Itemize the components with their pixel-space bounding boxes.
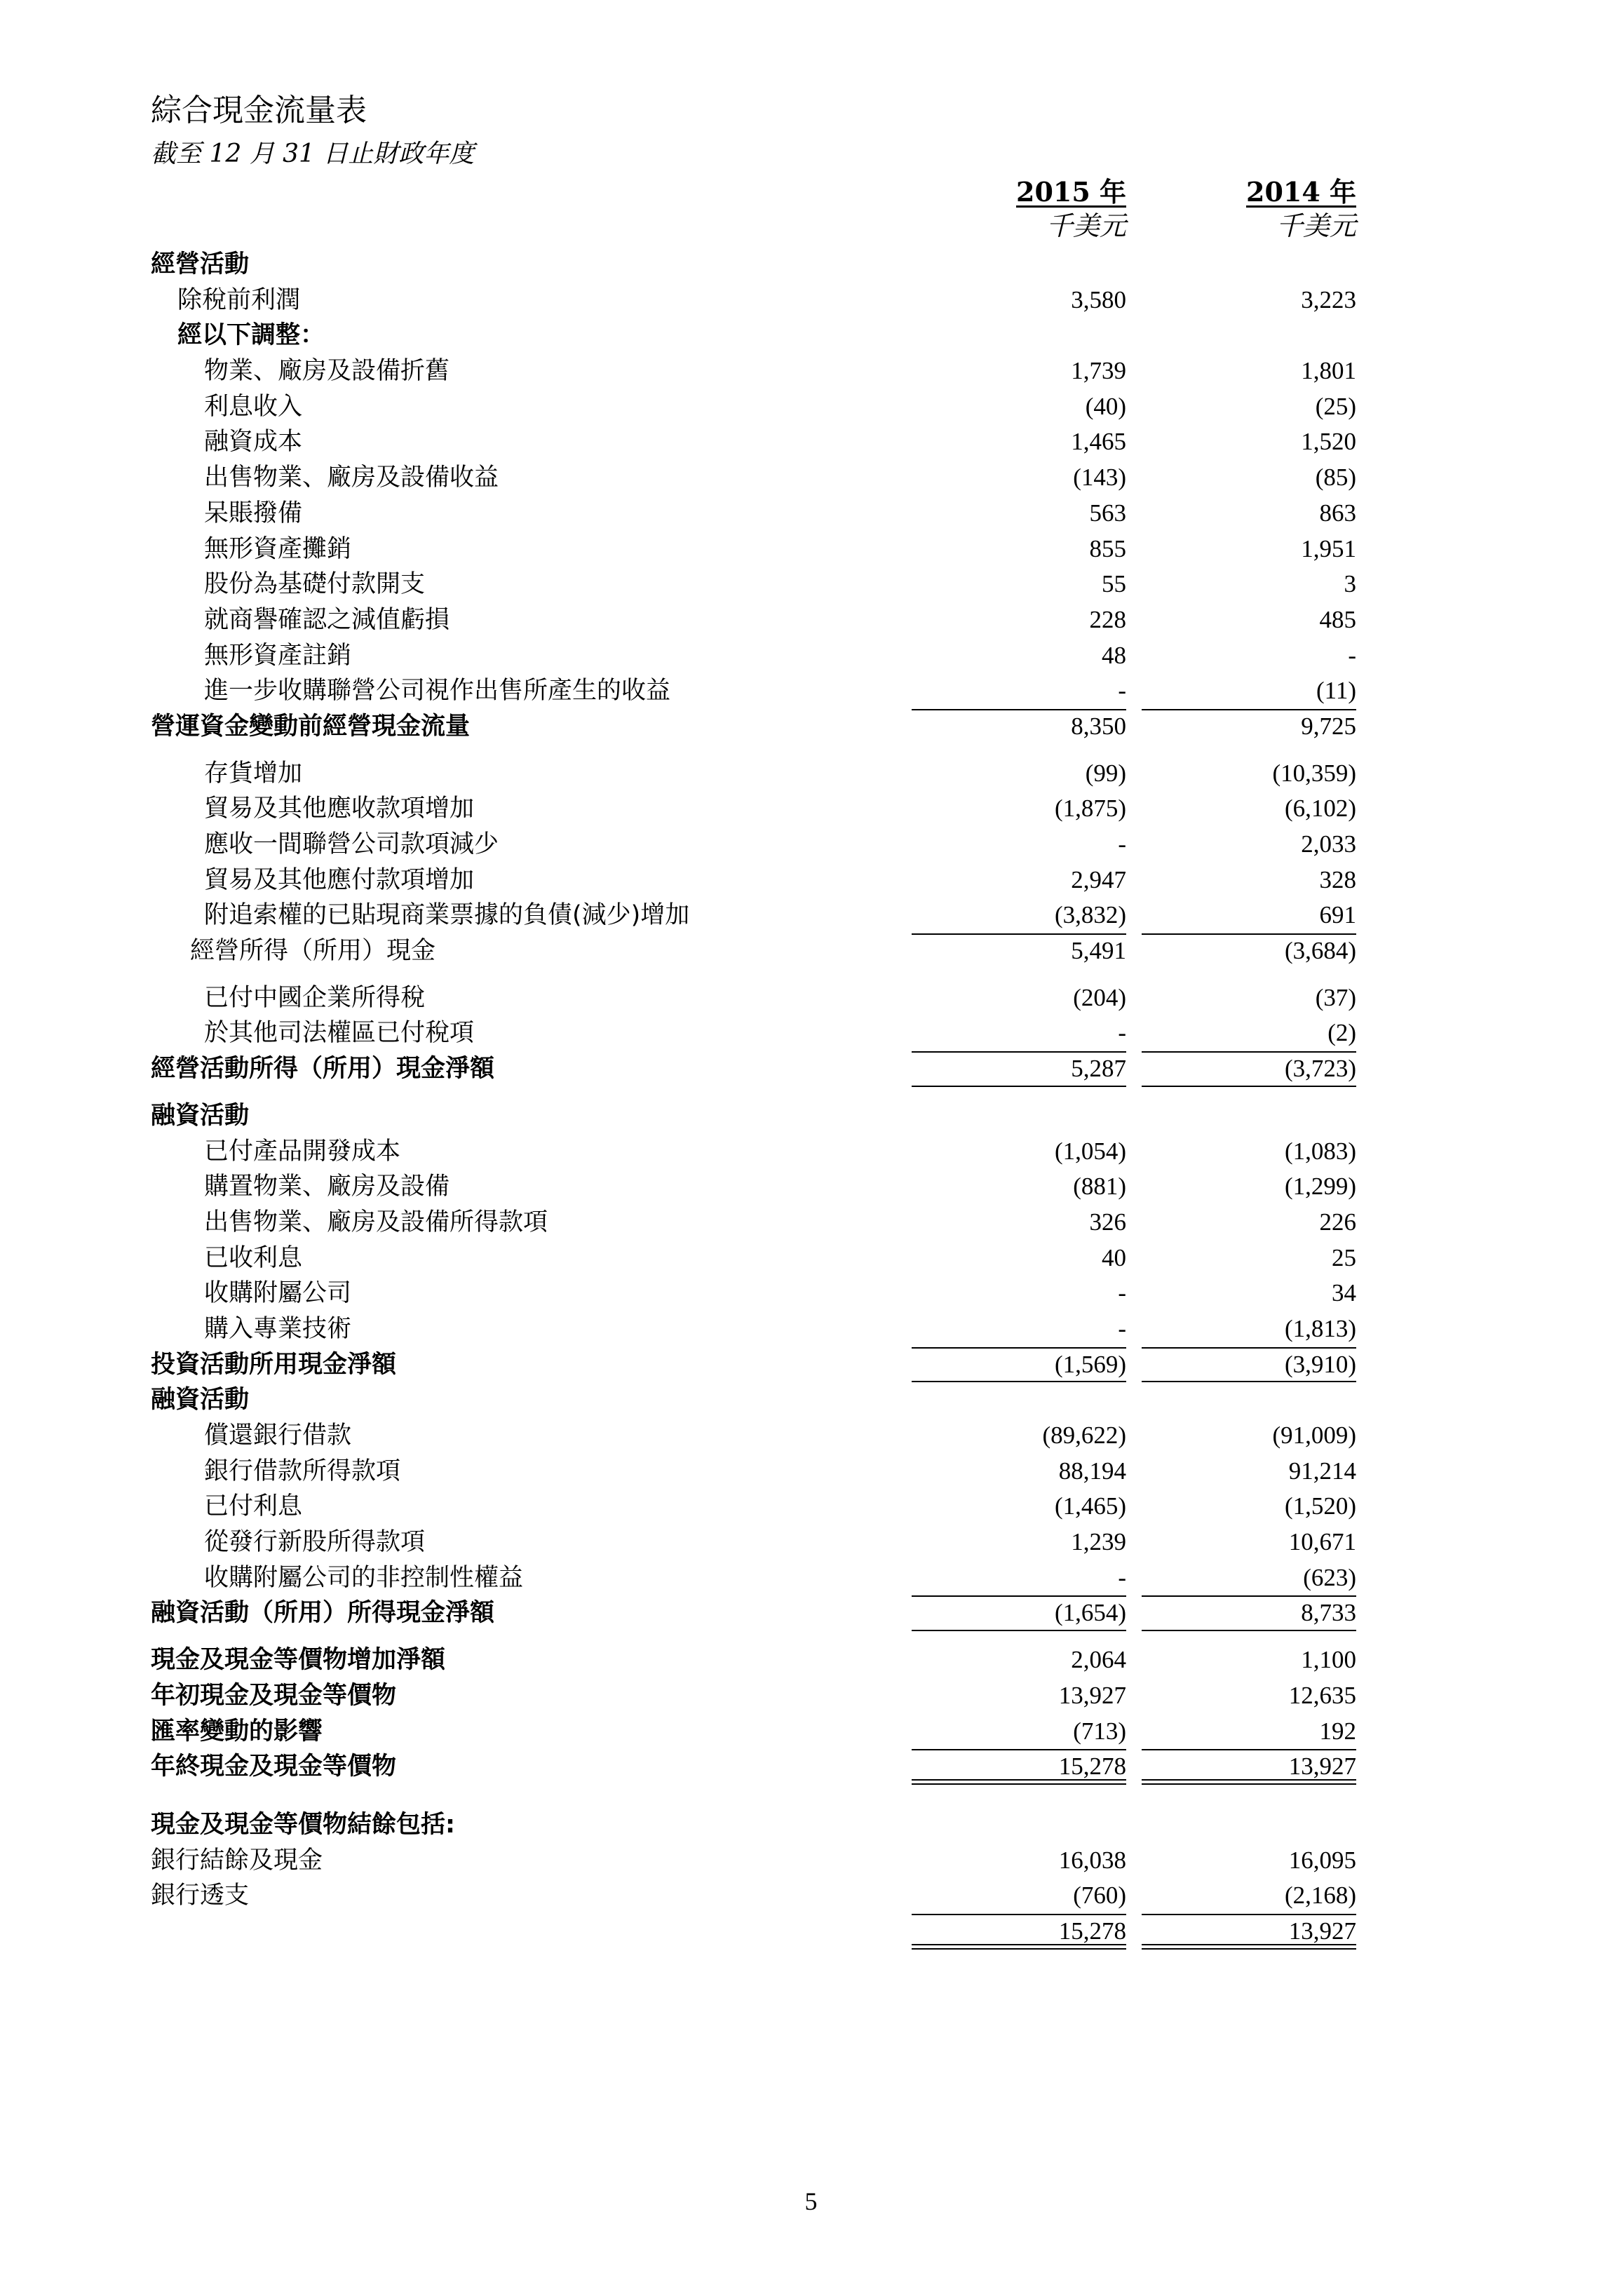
column-unit: 千美元 — [1046, 210, 1126, 241]
value-2014: 226 — [1319, 1208, 1356, 1236]
value-2015: 326 — [1089, 1208, 1126, 1236]
value-2015: (1,054) — [1054, 1137, 1126, 1165]
table-row — [151, 673, 1371, 709]
table-row — [151, 863, 1371, 898]
table-row — [151, 424, 1371, 460]
row-label: 購置物業、廠房及設備 — [204, 1173, 450, 1201]
value-2014: 485 — [1319, 605, 1356, 633]
table-row — [151, 1205, 1371, 1241]
value-2015: - — [1118, 1563, 1126, 1591]
value-2014: 328 — [1319, 865, 1356, 893]
table-row — [151, 1595, 1371, 1631]
table-row — [151, 496, 1371, 532]
row-label: 現金及現金等價物增加淨額 — [151, 1646, 446, 1675]
value-2015: 1,465 — [1071, 428, 1126, 456]
value-2014: 13,927 — [1288, 1753, 1356, 1781]
row-label: 應收一間聯營公司款項減少 — [204, 830, 499, 858]
table-row — [151, 602, 1371, 638]
value-2014: 13,927 — [1288, 1917, 1356, 1945]
value-2015: 228 — [1089, 605, 1126, 633]
row-label: 融資活動 — [151, 1386, 250, 1414]
row-label: 呆賬撥備 — [204, 499, 303, 527]
value-2014: 2,033 — [1301, 830, 1356, 858]
rule-line — [1142, 933, 1356, 935]
rule-line — [912, 1630, 1126, 1631]
rule-line — [912, 933, 1126, 935]
row-spacer — [151, 745, 1371, 756]
value-2015: (204) — [1073, 983, 1126, 1011]
row-label: 收購附屬公司 — [204, 1279, 352, 1308]
cash-flow-table — [151, 247, 1371, 1950]
value-2014: 192 — [1319, 1717, 1356, 1745]
table-row — [151, 1914, 1371, 1950]
page-number: 5 — [804, 2187, 818, 2215]
row-spacer — [151, 1796, 1371, 1807]
value-2014: (91,009) — [1272, 1422, 1356, 1449]
row-label: 出售物業、廠房及設備收益 — [204, 464, 499, 492]
value-2014: (85) — [1315, 464, 1356, 492]
value-2015: 15,278 — [1058, 1753, 1126, 1781]
table-row — [151, 1051, 1371, 1087]
table-row — [151, 1878, 1371, 1914]
table-row — [151, 1311, 1371, 1347]
value-2014: (3,723) — [1284, 1055, 1356, 1083]
value-2015: 1,239 — [1071, 1528, 1126, 1556]
rule-line — [1142, 1051, 1356, 1053]
value-2015: (881) — [1073, 1173, 1126, 1201]
row-spacer — [151, 1087, 1371, 1098]
table-row — [151, 1382, 1371, 1418]
table-row — [151, 1347, 1371, 1383]
table-row — [151, 389, 1371, 425]
value-2014: 16,095 — [1288, 1846, 1356, 1874]
row-label: 無形資產攤銷 — [204, 534, 352, 563]
value-2014: (2) — [1327, 1019, 1356, 1047]
value-2014: 8,733 — [1301, 1599, 1356, 1627]
table-row — [151, 1134, 1371, 1170]
row-label: 營運資金變動前經營現金流量 — [151, 712, 471, 741]
row-spacer — [151, 1785, 1371, 1796]
row-label: 償還銀行借款 — [204, 1422, 352, 1450]
value-2015: 15,278 — [1058, 1917, 1126, 1945]
value-2015: 48 — [1102, 641, 1126, 669]
value-2014: 1,520 — [1301, 428, 1356, 456]
double-rule-line — [1142, 1779, 1356, 1785]
column-header-2015 — [912, 175, 1126, 243]
row-label: 存貨增加 — [204, 759, 303, 788]
table-row — [151, 353, 1371, 389]
value-2014: 91,214 — [1288, 1457, 1356, 1485]
value-2015: 5,287 — [1071, 1055, 1126, 1083]
value-2015: (1,569) — [1054, 1350, 1126, 1378]
value-2015: (1,465) — [1054, 1492, 1126, 1520]
value-2015: (1,875) — [1054, 795, 1126, 823]
value-2015: (713) — [1073, 1717, 1126, 1745]
row-label: 購入專業技術 — [204, 1314, 352, 1343]
table-row — [151, 283, 1371, 318]
double-rule-line — [912, 1944, 1126, 1950]
row-label: 已付產品開發成本 — [204, 1137, 401, 1166]
row-label: 現金及現金等價物結餘包括: — [151, 1810, 455, 1839]
row-spacer — [151, 969, 1371, 980]
value-2015: - — [1118, 1279, 1126, 1307]
value-2014: (3,684) — [1284, 937, 1356, 965]
value-2014: (25) — [1315, 392, 1356, 420]
value-2015: - — [1118, 677, 1126, 705]
value-2015: (99) — [1085, 759, 1126, 787]
value-2014: (3,910) — [1284, 1350, 1356, 1378]
table-row — [151, 1714, 1371, 1750]
table-row — [151, 933, 1371, 969]
rule-line — [1142, 1914, 1356, 1915]
table-row — [151, 980, 1371, 1016]
rule-line — [912, 1086, 1126, 1087]
table-row — [151, 567, 1371, 602]
table-row — [151, 1560, 1371, 1596]
value-2015: - — [1118, 830, 1126, 858]
table-row — [151, 1525, 1371, 1560]
table-row — [151, 827, 1371, 863]
double-rule-line — [912, 1779, 1126, 1785]
row-label: 就商譽確認之減值虧損 — [204, 605, 450, 634]
row-label: 已付利息 — [204, 1492, 303, 1521]
row-label: 年初現金及現金等價物 — [151, 1681, 397, 1710]
table-row — [151, 247, 1371, 283]
table-row — [151, 460, 1371, 496]
value-2015: - — [1118, 1019, 1126, 1047]
table-row — [151, 1098, 1371, 1134]
value-2015: (143) — [1073, 464, 1126, 492]
row-label: 無形資產註銷 — [204, 641, 352, 670]
value-2014: 1,801 — [1301, 357, 1356, 385]
value-2015: 16,038 — [1058, 1846, 1126, 1874]
statement-subtitle: 截至 12 月 31 日止財政年度 — [151, 140, 475, 168]
row-label: 經營活動所得（所用）現金淨額 — [151, 1055, 495, 1083]
row-label: 融資活動（所用）所得現金淨額 — [151, 1599, 495, 1628]
row-label: 經營所得（所用）現金 — [190, 937, 436, 966]
value-2014: (623) — [1303, 1563, 1356, 1591]
value-2014: (11) — [1316, 677, 1356, 705]
row-label: 已付中國企業所得稅 — [204, 983, 426, 1012]
table-row — [151, 898, 1371, 933]
value-2015: 8,350 — [1071, 712, 1126, 740]
rule-line — [912, 1595, 1126, 1597]
table-row — [151, 1169, 1371, 1205]
column-year: 2014 年 — [1246, 176, 1356, 208]
table-row — [151, 756, 1371, 792]
value-2014: - — [1348, 641, 1356, 669]
table-row — [151, 1418, 1371, 1454]
value-2015: 2,947 — [1071, 865, 1126, 893]
rule-line — [1142, 1347, 1356, 1349]
rule-line — [912, 1347, 1126, 1349]
rule-line — [912, 1914, 1126, 1915]
value-2015: 855 — [1089, 534, 1126, 562]
value-2014: 25 — [1332, 1243, 1356, 1271]
row-label: 經營活動 — [151, 250, 250, 278]
value-2014: (1,299) — [1284, 1173, 1356, 1201]
rule-line — [1142, 709, 1356, 710]
table-row — [151, 1678, 1371, 1714]
row-label: 利息收入 — [204, 392, 303, 421]
value-2014: (10,359) — [1272, 759, 1356, 787]
row-label: 融資成本 — [204, 428, 303, 457]
row-label: 匯率變動的影響 — [151, 1717, 323, 1745]
value-2015: 5,491 — [1071, 937, 1126, 965]
value-2015: 13,927 — [1058, 1681, 1126, 1709]
value-2014: (6,102) — [1284, 795, 1356, 823]
row-label: 經以下調整： — [177, 321, 325, 350]
value-2014: (1,520) — [1284, 1492, 1356, 1520]
value-2014: (1,813) — [1284, 1314, 1356, 1342]
statement-title: 綜合現金流量表 — [151, 93, 367, 128]
value-2014: 3 — [1344, 570, 1356, 598]
value-2015: 88,194 — [1058, 1457, 1126, 1485]
row-label: 於其他司法權區已付稅項 — [204, 1019, 475, 1048]
table-row — [151, 1642, 1371, 1678]
row-spacer — [151, 1631, 1371, 1642]
row-label: 銀行借款所得款項 — [204, 1457, 401, 1485]
value-2014: 10,671 — [1288, 1528, 1356, 1556]
row-label: 銀行結餘及現金 — [151, 1846, 323, 1875]
value-2015: 40 — [1102, 1243, 1126, 1271]
value-2014: (2,168) — [1284, 1882, 1356, 1910]
value-2014: 12,635 — [1288, 1681, 1356, 1709]
value-2015: (1,654) — [1054, 1599, 1126, 1627]
row-label: 貿易及其他應收款項增加 — [204, 795, 475, 823]
value-2015: 3,580 — [1071, 285, 1126, 313]
value-2015: (3,832) — [1054, 901, 1126, 929]
table-row — [151, 318, 1371, 353]
value-2014: (1,083) — [1284, 1137, 1356, 1165]
rule-line — [912, 1749, 1126, 1750]
column-year: 2015 年 — [1016, 176, 1126, 208]
table-row — [151, 532, 1371, 567]
rule-line — [1142, 1086, 1356, 1087]
row-label: 附追索權的已貼現商業票據的負債(減少)增加 — [204, 901, 690, 930]
rule-line — [1142, 1595, 1356, 1597]
table-row — [151, 1241, 1371, 1276]
row-label: 投資活動所用現金淨額 — [151, 1350, 397, 1379]
value-2015: (760) — [1073, 1882, 1126, 1910]
value-2015: (40) — [1085, 392, 1126, 420]
value-2014: (37) — [1315, 983, 1356, 1011]
value-2014: 9,725 — [1301, 712, 1356, 740]
row-label: 物業、廠房及設備折舊 — [204, 357, 450, 386]
value-2015: - — [1118, 1314, 1126, 1342]
table-row — [151, 791, 1371, 827]
table-row — [151, 1454, 1371, 1490]
table-row — [151, 709, 1371, 745]
rule-line — [1142, 1749, 1356, 1750]
column-unit: 千美元 — [1276, 210, 1356, 241]
value-2015: 563 — [1089, 499, 1126, 527]
table-row — [151, 1843, 1371, 1879]
table-row — [151, 1807, 1371, 1843]
value-2014: 691 — [1319, 901, 1356, 929]
row-label: 出售物業、廠房及設備所得款項 — [204, 1208, 548, 1236]
row-label: 除稅前利潤 — [177, 285, 301, 314]
row-label: 年終現金及現金等價物 — [151, 1753, 397, 1781]
row-label: 收購附屬公司的非控制性權益 — [204, 1563, 524, 1592]
table-row — [151, 1015, 1371, 1051]
value-2014: 34 — [1332, 1279, 1356, 1307]
value-2014: 3,223 — [1301, 285, 1356, 313]
row-label: 融資活動 — [151, 1101, 250, 1130]
table-row — [151, 1749, 1371, 1785]
row-label: 從發行新股所得款項 — [204, 1528, 426, 1557]
value-2014: 863 — [1319, 499, 1356, 527]
value-2015: (89,622) — [1042, 1422, 1126, 1449]
row-label: 貿易及其他應付款項增加 — [204, 865, 475, 894]
rule-line — [912, 709, 1126, 710]
value-2014: 1,951 — [1301, 534, 1356, 562]
value-2015: 55 — [1102, 570, 1126, 598]
value-2015: 1,739 — [1071, 357, 1126, 385]
rule-line — [1142, 1630, 1356, 1631]
value-2014: 1,100 — [1301, 1646, 1356, 1674]
row-label: 銀行透支 — [151, 1882, 250, 1910]
row-label: 股份為基礎付款開支 — [204, 570, 426, 599]
row-label: 已收利息 — [204, 1243, 303, 1272]
value-2015: 2,064 — [1071, 1646, 1126, 1674]
table-row — [151, 1489, 1371, 1525]
table-row — [151, 638, 1371, 674]
table-row — [151, 1276, 1371, 1311]
row-label: 進一步收購聯營公司視作出售所產生的收益 — [204, 677, 671, 705]
column-header-2014 — [1142, 175, 1356, 243]
rule-line — [912, 1051, 1126, 1053]
double-rule-line — [1142, 1944, 1356, 1950]
